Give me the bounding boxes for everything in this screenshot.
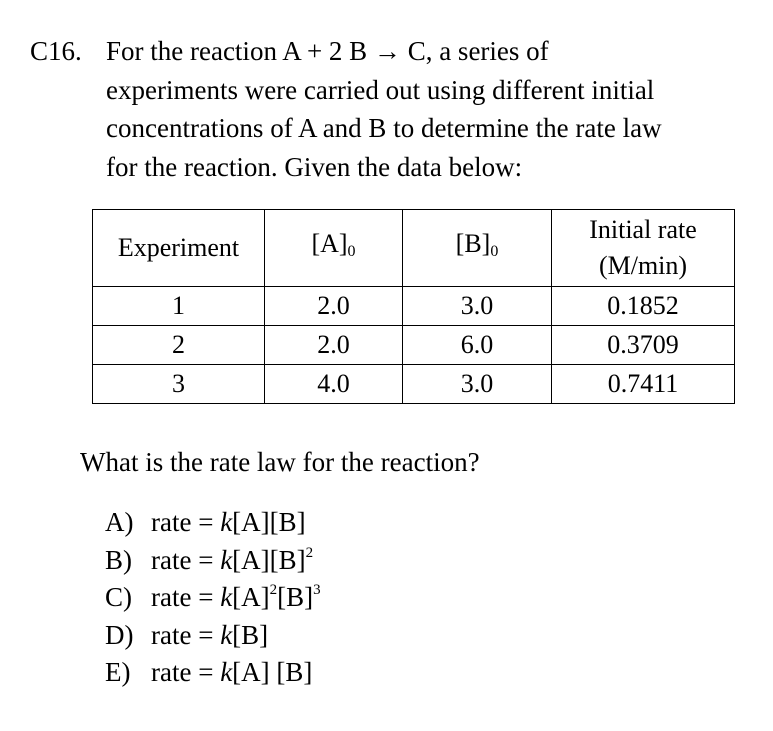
cell-a: 2.0 xyxy=(265,326,403,365)
choice-letter: E) xyxy=(105,657,131,687)
cell-b: 3.0 xyxy=(403,287,552,326)
question-number: C16. xyxy=(30,36,82,66)
cell-rate: 0.7411 xyxy=(552,365,735,404)
cell-rate: 0.3709 xyxy=(552,326,735,365)
choice-letter: D) xyxy=(105,619,134,650)
cell-rate: 0.1852 xyxy=(552,287,735,326)
stem-line: concentrations of A and B to determine the rate law xyxy=(106,113,662,143)
cell-experiment: 1 xyxy=(93,287,265,326)
choice-e[interactable]: E) rate = k[A] [B] xyxy=(105,647,321,685)
choice-d[interactable]: D) rate = k[B] xyxy=(105,610,321,648)
header-b-concentration: $[B]_0$ xyxy=(403,210,552,287)
header-initial-rate: Initial rate (M/min) xyxy=(552,210,735,287)
choice-letter: C) xyxy=(105,582,132,612)
table-header-row xyxy=(93,210,735,287)
cell-a: 2.0 xyxy=(265,287,403,326)
header-experiment: Experiment xyxy=(93,210,265,287)
choice-c[interactable]: C) rate = $k[A]^2[B]^3$ xyxy=(105,572,321,610)
stem-line: For the reaction A + 2 B → C, a series of xyxy=(106,36,549,66)
experiment-data-table xyxy=(92,209,735,404)
answer-choices xyxy=(105,497,321,685)
choice-b[interactable]: B) rate = $k[A][B]^2$ xyxy=(105,535,321,573)
cell-experiment: 2 xyxy=(93,326,265,365)
cell-b: 6.0 xyxy=(403,326,552,365)
choice-letter: A) xyxy=(105,507,134,537)
table-row xyxy=(93,287,735,326)
question-stem xyxy=(106,32,756,186)
table-row xyxy=(93,365,735,404)
choice-a[interactable]: A) rate = k[A][B] xyxy=(105,497,321,535)
stem-line: experiments were carried out using different initial xyxy=(106,74,655,105)
cell-a: 4.0 xyxy=(265,365,403,404)
question-prompt: What is the rate law for the reaction? xyxy=(80,447,480,477)
stem-line: for the reaction. Given the data below: xyxy=(106,151,523,182)
header-a-concentration: $[A]_0$ xyxy=(265,210,403,287)
cell-b: 3.0 xyxy=(403,365,552,404)
table-row xyxy=(93,326,735,365)
cell-experiment: 3 xyxy=(93,365,265,404)
choice-letter: B) xyxy=(105,544,132,575)
